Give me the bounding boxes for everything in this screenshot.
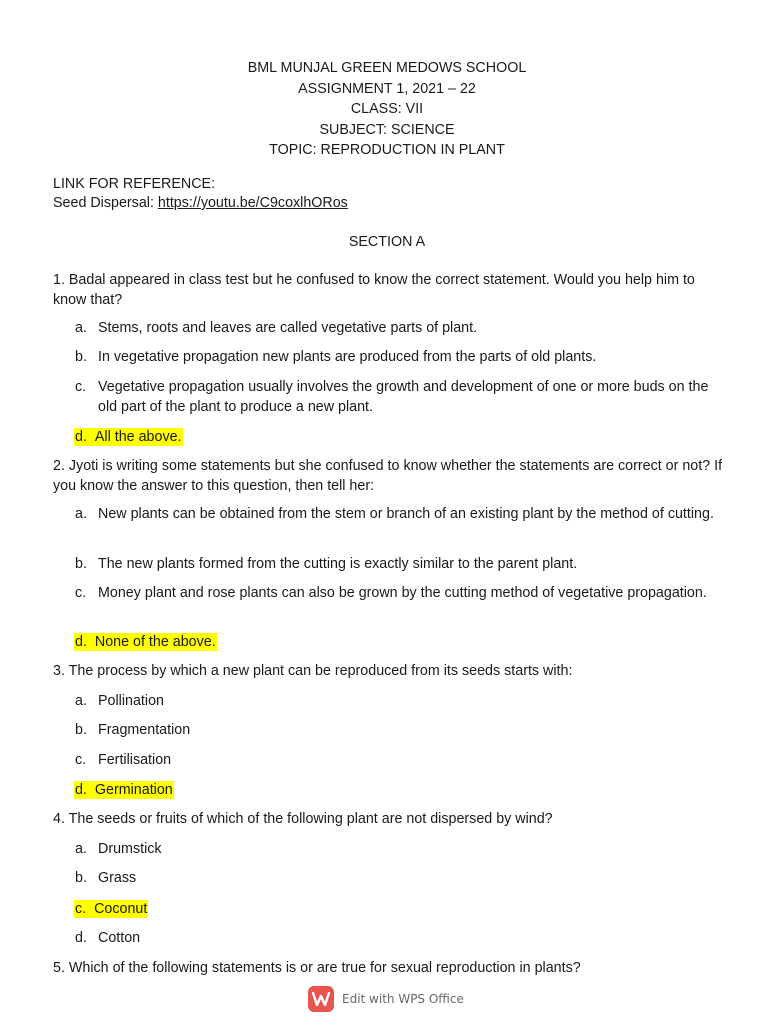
school-name: BML MUNJAL GREEN MEDOWS SCHOOL <box>247 60 527 76</box>
option-letter: c. <box>75 585 87 601</box>
option-text: None of the above. <box>94 634 216 650</box>
option-letter: d. <box>75 429 87 445</box>
option-4c-answer <box>74 899 724 919</box>
reference-label: Seed Dispersal: <box>53 195 158 211</box>
option-text: Pollination <box>98 693 164 709</box>
option-3a <box>75 691 725 711</box>
answer-highlight <box>74 781 174 799</box>
option-text: Drumstick <box>98 841 162 857</box>
class-label: CLASS: VII <box>350 101 424 117</box>
option-1b <box>75 347 725 367</box>
option-2a <box>75 504 725 524</box>
wps-edit-banner[interactable] <box>308 986 464 1012</box>
option-4d <box>75 928 725 948</box>
option-3d-answer <box>74 780 724 800</box>
answer-highlight <box>74 428 183 446</box>
option-text: Vegetative propagation usually involves the growth and development of one or more buds on the old part of the plant to produce a new plant. <box>98 379 709 415</box>
option-letter: b. <box>75 349 87 365</box>
question-4: 4. The seeds or fruits of which of the following plant are not dispersed by wind? <box>53 811 553 827</box>
section-heading: SECTION A <box>348 234 426 250</box>
reference-line <box>53 193 348 213</box>
option-letter: d. <box>75 634 87 650</box>
question-3: 3. The process by which a new plant can be reproduced from its seeds starts with: <box>53 663 573 679</box>
option-text: The new plants formed from the cutting is exactly similar to the parent plant. <box>98 556 578 572</box>
reference-link[interactable]: https://youtu.be/C9coxlhORos <box>157 195 348 211</box>
option-letter: b. <box>75 722 87 738</box>
option-letter: c. <box>75 379 87 395</box>
option-text: Fragmentation <box>98 722 191 738</box>
option-text: Cotton <box>98 930 141 946</box>
question-2: 2. Jyoti is writing some statements but she confused to know whether the statements are correct or not? If you know the answer to this question, then tell her: <box>53 458 723 494</box>
option-letter: c. <box>75 752 87 768</box>
option-text: In vegetative propagation new plants are produced from the parts of old plants. <box>98 349 597 365</box>
option-letter: a. <box>75 506 87 522</box>
option-letter: a. <box>75 693 87 709</box>
option-4a <box>75 839 725 859</box>
assignment-title: ASSIGNMENT 1, 2021 – 22 <box>298 80 476 97</box>
option-letter: d. <box>75 930 87 946</box>
option-1d-answer <box>74 427 724 447</box>
option-letter: d. <box>75 782 87 798</box>
option-text: Germination <box>94 782 173 798</box>
option-text: New plants can be obtained from the stem or branch of an existing plant by the method of cutting. <box>98 506 714 522</box>
answer-highlight <box>74 633 217 651</box>
option-letter: b. <box>75 870 87 886</box>
option-1a <box>75 318 725 338</box>
wps-logo-icon <box>308 986 334 1012</box>
option-text: Stems, roots and leaves are called vegetative parts of plant. <box>98 320 478 336</box>
option-3b <box>75 720 725 740</box>
option-letter: b. <box>75 556 87 572</box>
reference-heading: LINK FOR REFERENCE: <box>53 176 216 192</box>
subject-label: SUBJECT: SCIENCE <box>319 121 455 138</box>
option-letter: c. <box>75 901 87 917</box>
topic-label: TOPIC: REPRODUCTION IN PLANT <box>269 142 505 158</box>
option-3c <box>75 750 725 770</box>
answer-highlight <box>74 900 148 918</box>
option-1c <box>75 377 725 415</box>
option-text: Grass <box>98 870 137 886</box>
document-header <box>0 58 768 161</box>
option-2d-answer <box>74 632 724 652</box>
option-text: Money plant and rose plants can also be grown by the cutting method of vegetative propagation. <box>98 585 707 601</box>
option-4b <box>75 868 725 888</box>
wps-w-glyph <box>312 992 330 1006</box>
question-5: 5. Which of the following statements is or are true for sexual reproduction in plants? <box>53 960 581 976</box>
question-1: 1. Badal appeared in class test but he confused to know the correct statement. Would you help him to know that? <box>53 272 695 308</box>
option-text: All the above. <box>94 429 182 445</box>
wps-edit-label: Edit with WPS Office <box>342 992 464 1006</box>
option-2c <box>75 583 725 603</box>
option-text: Coconut <box>94 901 148 917</box>
option-text: Fertilisation <box>98 752 172 768</box>
option-letter: a. <box>75 841 87 857</box>
option-2b <box>75 554 725 574</box>
option-letter: a. <box>75 320 87 336</box>
